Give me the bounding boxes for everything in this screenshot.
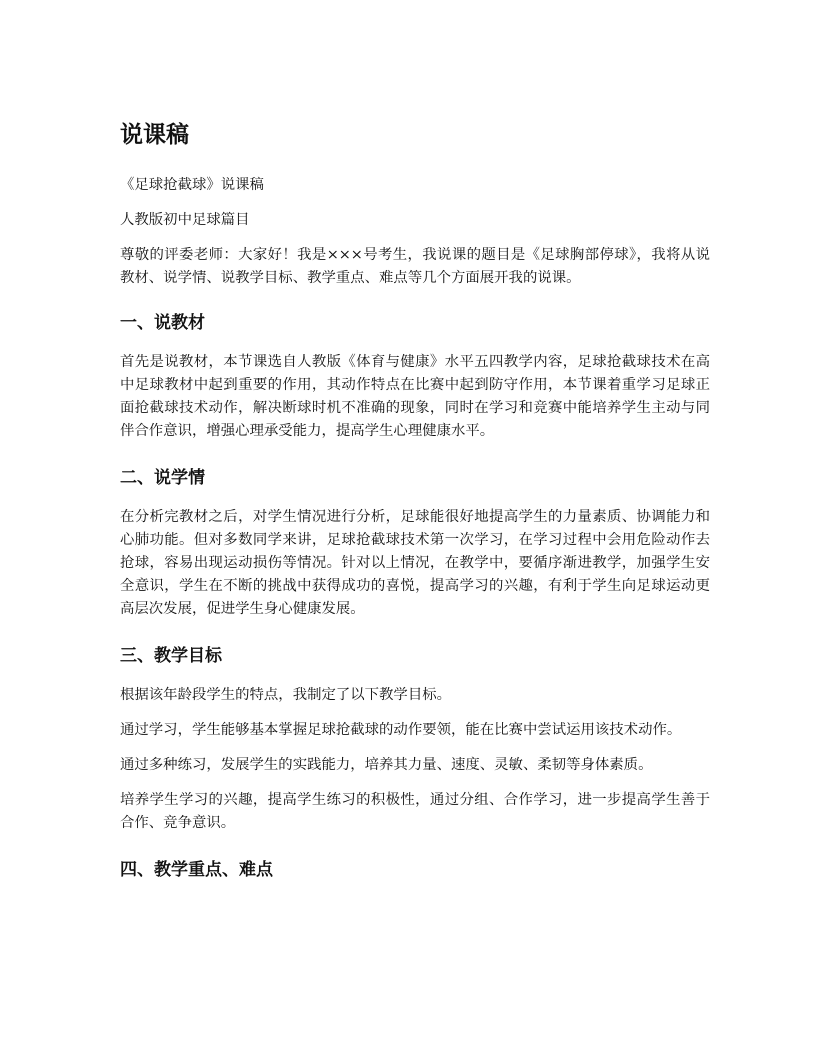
greeting-paragraph: 尊敬的评委老师：大家好！我是×××号考生，我说课的题目是《足球胸部停球》，我将从说教材、说学情、说教学目标、教学重点、难点等几个方面展开我的说课。: [120, 247, 710, 286]
objective-fitness-paragraph: 通过多种练习，发展学生的实践能力，培养其力量、速度、灵敏、柔韧等身体素质。: [120, 757, 653, 773]
textbook-paragraph: 首先是说教材，本节课选自人教版《体育与健康》水平五四教学内容，足球抢截球技术在高中足球教材中起到重要的作用，其动作特点在比赛中起到防守作用，本节课着重学习足球正面抢截球技术动作，解决断球时机不准确的现象，同时在学习和竞赛中能培养学生主动与同伴合作意识，增强心理承受能力，提高学生心理健康水平。: [120, 354, 710, 439]
section-heading-objectives: 三、教学目标: [120, 646, 222, 666]
page-title: 说课稿: [120, 122, 189, 148]
objective-interest-paragraph: 培养学生学习的兴趣，提高学生练习的积极性，通过分组、合作学习，进一步提高学生善于合作、竞争意识。: [120, 792, 710, 831]
section-heading-students: 二、说学情: [120, 468, 205, 488]
section-heading-textbook: 一、说教材: [120, 313, 205, 333]
students-paragraph: 在分析完教材之后，对学生情况进行分析，足球能很好地提高学生的力量素质、协调能力和心肺功能。但对多数同学来讲，足球抢截球技术第一次学习，在学习过程中会用危险动作去抢球，容易出现运动损伤等情况。针对以上情况，在教学中，要循序渐进教学，加强学生安全意识，学生在不断的挑战中获得成功的喜悦，提高学习的兴趣，有利于学生向足球运动更高层次发展，促进学生身心健康发展。: [120, 509, 710, 617]
edition-note: 人教版初中足球篇目: [120, 212, 250, 228]
objectives-intro-paragraph: 根据该年龄段学生的特点，我制定了以下教学目标。: [120, 687, 451, 703]
document-page: [120, 118, 710, 898]
objective-skill-paragraph: 通过学习，学生能够基本掌握足球抢截球的动作要领，能在比赛中尝试运用该技术动作。: [120, 722, 682, 738]
subtitle: 《足球抢截球》说课稿: [120, 177, 264, 193]
section-heading-key-points: 四、教学重点、难点: [120, 860, 273, 880]
